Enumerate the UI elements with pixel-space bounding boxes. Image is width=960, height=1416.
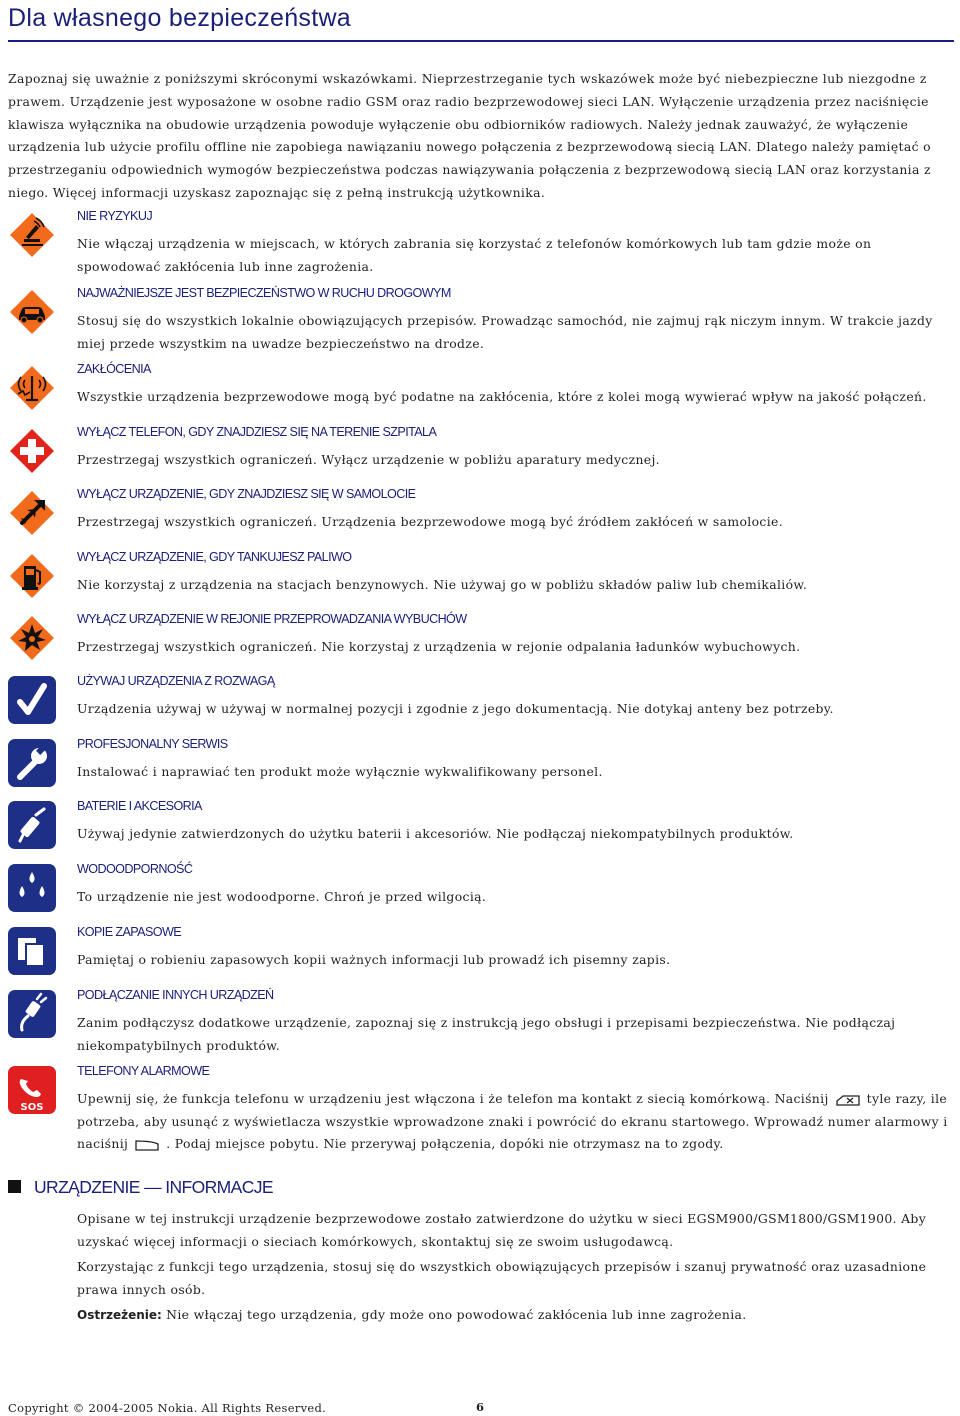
item-heading: TELEFONY ALARMOWE bbox=[77, 1064, 210, 1078]
section-title: URZĄDZENIE — INFORMACJE bbox=[34, 1177, 273, 1197]
explosion-warning-icon bbox=[6, 612, 58, 664]
item-heading: KOPIE ZAPASOWE bbox=[77, 925, 182, 939]
airplane-warning-icon bbox=[6, 487, 58, 539]
section-paragraph: Korzystając z funkcji tego urządzenia, stosuj się do wszystkich obowiązujących przepisów i szanuj prywatność oraz uzasadnione prawa innych osób. bbox=[77, 1259, 927, 1297]
item-text: Nie włączaj urządzenia w miejscach, w których zabrania się korzystać z telefonów komórkowych lub tam gdzie może on spowodować zakłócenia lub inne zagrożenia. bbox=[77, 236, 872, 274]
item-heading: NAJWAŻNIEJSZE JEST BEZPIECZEŃSTWO W RUCHU DROGOWYM bbox=[77, 286, 451, 300]
item-text: Urządzenia używaj w używaj w normalnej pozycji i zgodnie z jego dokumentacją. Nie dotykaj anteny bez potrzeby. bbox=[77, 701, 834, 716]
item-heading: BATERIE I AKCESORIA bbox=[77, 799, 202, 813]
emergency-text bbox=[77, 1088, 952, 1156]
item-heading: ZAKŁÓCENIA bbox=[77, 362, 151, 376]
section-paragraph: Opisane w tej instrukcji urządzenie bezprzewodowe zostało zatwierdzone do użytku w sieci EGSM900/GSM1800/GSM1900. Aby uzyskać więcej informacji o sieciach komórkowych, skontaktuj się ze swoim usługodawcą. bbox=[77, 1211, 927, 1249]
interference-warning-icon bbox=[6, 362, 58, 414]
item-heading: WYŁĄCZ URZĄDZENIE, GDY TANKUJESZ PALIWO bbox=[77, 550, 352, 564]
item-text: Używaj jedynie zatwierdzonych do użytku baterii i akcesoriów. Nie podłączaj niekompatybilnych produktów. bbox=[77, 826, 794, 841]
item-text: Instalować i naprawiać ten produkt może wyłącznie wykwalifikowany personel. bbox=[77, 764, 603, 779]
item-text: Zanim podłączysz dodatkowe urządzenie, zapoznaj się z instrukcją jego obsługi i przepisami bezpieczeństwa. Nie podłączaj niekompatybilnych produktów. bbox=[77, 1015, 896, 1053]
title-divider bbox=[8, 40, 954, 42]
item-text: Nie korzystaj z urządzenia na stacjach benzynowych. Nie używaj go w pobliżu składów paliw lub chemikaliów. bbox=[77, 577, 808, 592]
item-heading: NIE RYZYKUJ bbox=[77, 209, 153, 223]
call-key-icon bbox=[134, 1138, 160, 1152]
section-bullet bbox=[8, 1180, 21, 1193]
car-warning-icon bbox=[6, 286, 58, 338]
intro-paragraph: Zapoznaj się uważnie z poniższymi skróconymi wskazówkami. Nieprzestrzeganie tych wskazówek może być niebezpieczne lub niezgodne z prawem. Urządzenie jest wyposażone w osobne radio GSM oraz radio bezprzewodowej sieci LAN. Wyłączenie urządzenia przez naciśnięcie klawisza wyłącznika na obudowie urządzenia powoduje wyłączenie obu odbiorników radiowych. Należy jednak zauważyć, że wyłączenie urządzenia lub użycie profilu offline nie zapobiega nawiązaniu nowego połączenia z bezprzewodową siecią LAN. Dlatego należy pamiętać o przestrzeganiu odpowiednich wymogów bezpieczeństwa podczas nawiązywania połączenia z bezprzewodową siecią LAN oraz korzystania z niego. Więcej informacji uzyskasz zapoznając się z pełną instrukcją użytkownika. bbox=[8, 71, 931, 200]
item-heading: WYŁĄCZ URZĄDZENIE W REJONIE PRZEPROWADZANIA WYBUCHÓW bbox=[77, 612, 467, 626]
sos-phone-icon bbox=[6, 1064, 58, 1116]
item-text: Stosuj się do wszystkich lokalnie obowiązujących przepisów. Prowadząc samochód, nie zajmuj rąk niczym innym. W trakcie jazdy miej przede wszystkim na uwadze bezpieczeństwo na drodze. bbox=[77, 313, 933, 351]
item-heading: WYŁĄCZ URZĄDZENIE, GDY ZNAJDZIESZ SIĘ W SAMOLOCIE bbox=[77, 487, 416, 501]
warning-text: Nie włączaj tego urządzenia, gdy może ono powodować zakłócenia lub inne zagrożenia. bbox=[166, 1307, 747, 1322]
wrench-icon bbox=[6, 737, 58, 789]
clear-key-icon bbox=[835, 1093, 861, 1107]
plug-connection-icon bbox=[6, 988, 58, 1040]
item-heading: WYŁĄCZ TELEFON, GDY ZNAJDZIESZ SIĘ NA TERENIE SZPITALA bbox=[77, 425, 437, 439]
fuel-pump-warning-icon bbox=[6, 550, 58, 602]
phone-off-warning-icon bbox=[6, 209, 58, 261]
hospital-cross-icon bbox=[6, 425, 58, 477]
copyright: Copyright © 2004-2005 Nokia. All Rights Reserved. bbox=[8, 1401, 327, 1415]
emergency-text-part: tyle razy, ile potrzeba, aby usunąć z wyświetlacza wszystkie wprowadzone znaki i powrócić do ekranu startowego. Wprowadź numer alarmowy i naciśnij bbox=[77, 1091, 948, 1152]
emergency-text-part: Upewnij się, że funkcja telefonu w urządzeniu jest włączona i że telefon ma kontakt z siecią komórkową. Naciśnij bbox=[77, 1091, 829, 1106]
emergency-text-part: . Podaj miejsce pobytu. Nie przerywaj połączenia, dopóki nie otrzymasz na to zgody. bbox=[166, 1136, 724, 1152]
item-heading: WODOODPORNOŚĆ bbox=[77, 862, 193, 876]
item-heading: PROFESJONALNY SERWIS bbox=[77, 737, 228, 751]
item-text: Przestrzegaj wszystkich ograniczeń. Urządzenia bezprzewodowe mogą być źródłem zakłóceń w samolocie. bbox=[77, 514, 783, 529]
item-heading: PODŁĄCZANIE INNYCH URZĄDZEŃ bbox=[77, 988, 274, 1002]
item-text: Przestrzegaj wszystkich ograniczeń. Nie korzystaj z urządzenia w rejonie odpalania ładunków wybuchowych. bbox=[77, 639, 801, 654]
water-drops-icon bbox=[6, 862, 58, 914]
warning-label: Ostrzeżenie: bbox=[77, 1308, 162, 1322]
page-title: Dla własnego bezpieczeństwa bbox=[8, 4, 352, 32]
item-text: Przestrzegaj wszystkich ograniczeń. Wyłącz urządzenie w pobliżu aparatury medycznej. bbox=[77, 452, 660, 467]
battery-charger-icon bbox=[6, 799, 58, 851]
checkmark-icon bbox=[6, 674, 58, 726]
svg-text:SOS: SOS bbox=[20, 1102, 44, 1113]
item-text: To urządzenie nie jest wodoodporne. Chroń je przed wilgocią. bbox=[77, 889, 487, 904]
backup-copies-icon bbox=[6, 925, 58, 977]
page-number: 6 bbox=[476, 1400, 485, 1414]
item-text: Pamiętaj o robieniu zapasowych kopii ważnych informacji lub prowadź ich pisemny zapis. bbox=[77, 952, 671, 967]
warning-note bbox=[77, 1304, 952, 1327]
item-heading: UŻYWAJ URZĄDZENIA Z ROZWAGĄ bbox=[77, 674, 275, 688]
item-text: Wszystkie urządzenia bezprzewodowe mogą być podatne na zakłócenia, które z kolei mogą wywierać wpływ na jakość połączeń. bbox=[77, 389, 927, 404]
